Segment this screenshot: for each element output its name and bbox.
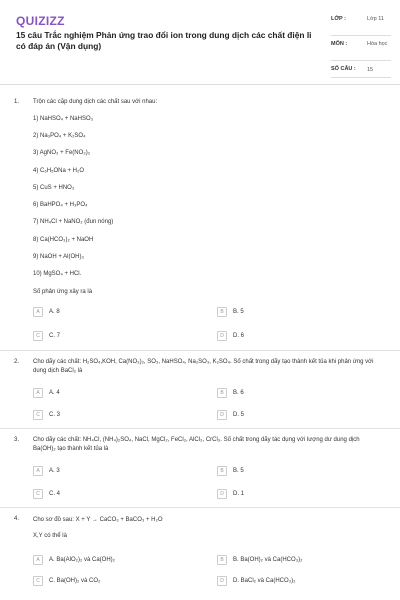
list-item: 6) BaHPO₄ + H₃PO₄ <box>33 202 88 208</box>
option-letter-box: D <box>217 576 227 586</box>
worksheet-meta <box>331 13 391 78</box>
option-text: A. Ba(AlO₂)₂ và Ca(OH)₂ <box>49 557 115 563</box>
option-text: A. 4 <box>49 390 60 396</box>
meta-value: 15 <box>367 67 374 73</box>
question-text: Cho dãy các chất: NH₄Cl, (NH₄)₂SO₄, NaCl, MgCl₂, FeCl₂, AlCl₃, CrCl₃. Số chất trong dãy tác dụng với lượng dư dung dịch Ba(OH)₂ tạo thành kết tủa là <box>33 437 360 452</box>
list-item: 8) Ca(HCO₃)₂ + NaOH <box>33 237 94 243</box>
list-item: 5) CuS + HNO₃ <box>33 185 75 191</box>
option-a[interactable] <box>33 466 60 476</box>
option-letter-box: B <box>217 307 227 317</box>
option-letter-box: A <box>33 555 43 565</box>
header-divider <box>0 84 400 85</box>
option-letter-box: A <box>33 466 43 476</box>
option-text: D. 5 <box>233 412 245 418</box>
option-letter-box: B <box>217 388 227 398</box>
question-text: Cho dãy các chất: H₂SO₄,KOH, Ca(NO₃)₂, SO₃, NaHSO₄, Na₂SO₃, K₂SO₄. Số chất trong dãy tạo thành kết tủa khi phản ứng với dung dịch BaCl₂ là <box>33 359 374 374</box>
question-prompt: Số phản ứng xảy ra là <box>33 289 93 295</box>
page-title: 15 câu Trắc nghiệm Phản ứng trao đổi ion trong dung dịch các chất điện li có đáp án (Vận dụng) <box>16 30 312 51</box>
option-text: D. 1 <box>233 491 245 497</box>
option-d[interactable] <box>217 331 244 341</box>
list-item: 7) NH₄Cl + NaNO₂ (đun nóng) <box>33 219 114 225</box>
option-text: A. 3 <box>49 468 60 474</box>
list-item: 9) NaOH + Al(OH)₃ <box>33 254 84 260</box>
question-number: 2. <box>14 359 20 365</box>
option-text: D. BaCl₂ và Ca(HCO₃)₂ <box>233 578 296 584</box>
list-item: 4) C₆H₅ONa + H₂O <box>33 168 85 174</box>
option-letter-box: A <box>33 388 43 398</box>
question-number: 4. <box>14 516 20 522</box>
option-letter-box: B <box>217 466 227 476</box>
option-letter-box: D <box>217 410 227 420</box>
question-text: Trộn các cặp dung dịch các chất sau với nhau: <box>33 99 158 105</box>
option-text: C. 4 <box>49 491 61 497</box>
list-item: 2) Na₃PO₄ + K₂SO₄ <box>33 133 86 139</box>
question-number: 1. <box>14 99 20 105</box>
list-item: 10) MgSO₄ + HCl. <box>33 271 82 277</box>
option-letter-box: B <box>217 555 227 565</box>
option-letter-box: D <box>217 489 227 499</box>
question-prompt: X,Y có thể là <box>33 533 67 539</box>
option-b[interactable] <box>217 466 244 476</box>
option-text: B. 5 <box>233 468 244 474</box>
option-text: B. 5 <box>233 309 244 315</box>
question-divider <box>0 507 400 508</box>
option-d[interactable] <box>217 489 244 499</box>
quizizz-logo: QUIZIZZ <box>16 14 65 28</box>
option-letter-box: D <box>217 331 227 341</box>
option-letter-box: A <box>33 307 43 317</box>
meta-label: LỚP : <box>331 16 346 22</box>
option-d[interactable] <box>217 410 244 420</box>
option-text: C. 7 <box>49 333 61 339</box>
option-b[interactable] <box>217 388 244 398</box>
option-letter-box: C <box>33 576 43 586</box>
option-d[interactable] <box>217 576 295 586</box>
list-item: 3) AgNO₃ + Fe(NO₃)₂ <box>33 150 91 156</box>
option-c[interactable] <box>33 489 60 499</box>
question-divider <box>0 350 400 351</box>
option-b[interactable] <box>217 307 244 317</box>
option-c[interactable] <box>33 331 60 341</box>
meta-row-count <box>331 61 391 78</box>
option-text: B. 6 <box>233 390 244 396</box>
option-text: D. 6 <box>233 333 245 339</box>
option-c[interactable] <box>33 410 60 420</box>
option-text: C. Ba(OH)₂ và CO₂ <box>49 578 101 584</box>
meta-row-class <box>331 13 391 36</box>
option-text: B. Ba(OH)₂ và Ca(HCO₃)₂ <box>233 557 303 563</box>
option-letter-box: C <box>33 331 43 341</box>
meta-label: MÔN : <box>331 41 348 47</box>
option-b[interactable] <box>217 555 302 565</box>
option-a[interactable] <box>33 555 115 565</box>
meta-row-subject <box>331 36 391 61</box>
list-item: 1) NaHSO₄ + NaHSO₃ <box>33 116 94 122</box>
meta-value: Hóa học <box>367 41 388 47</box>
option-a[interactable] <box>33 388 60 398</box>
option-a[interactable] <box>33 307 60 317</box>
question-number: 3. <box>14 437 20 443</box>
question-divider <box>0 428 400 429</box>
option-letter-box: C <box>33 489 43 499</box>
option-text: A. 8 <box>49 309 60 315</box>
option-c[interactable] <box>33 576 100 586</box>
meta-label: SỐ CÂU : <box>331 66 356 72</box>
option-letter-box: C <box>33 410 43 420</box>
question-text: Cho sơ đồ sau: X + Y → CaCO₃ + BaCO₃ + H₂O <box>33 517 163 523</box>
meta-value: Lớp 11 <box>367 16 384 22</box>
option-text: C. 3 <box>49 412 61 418</box>
